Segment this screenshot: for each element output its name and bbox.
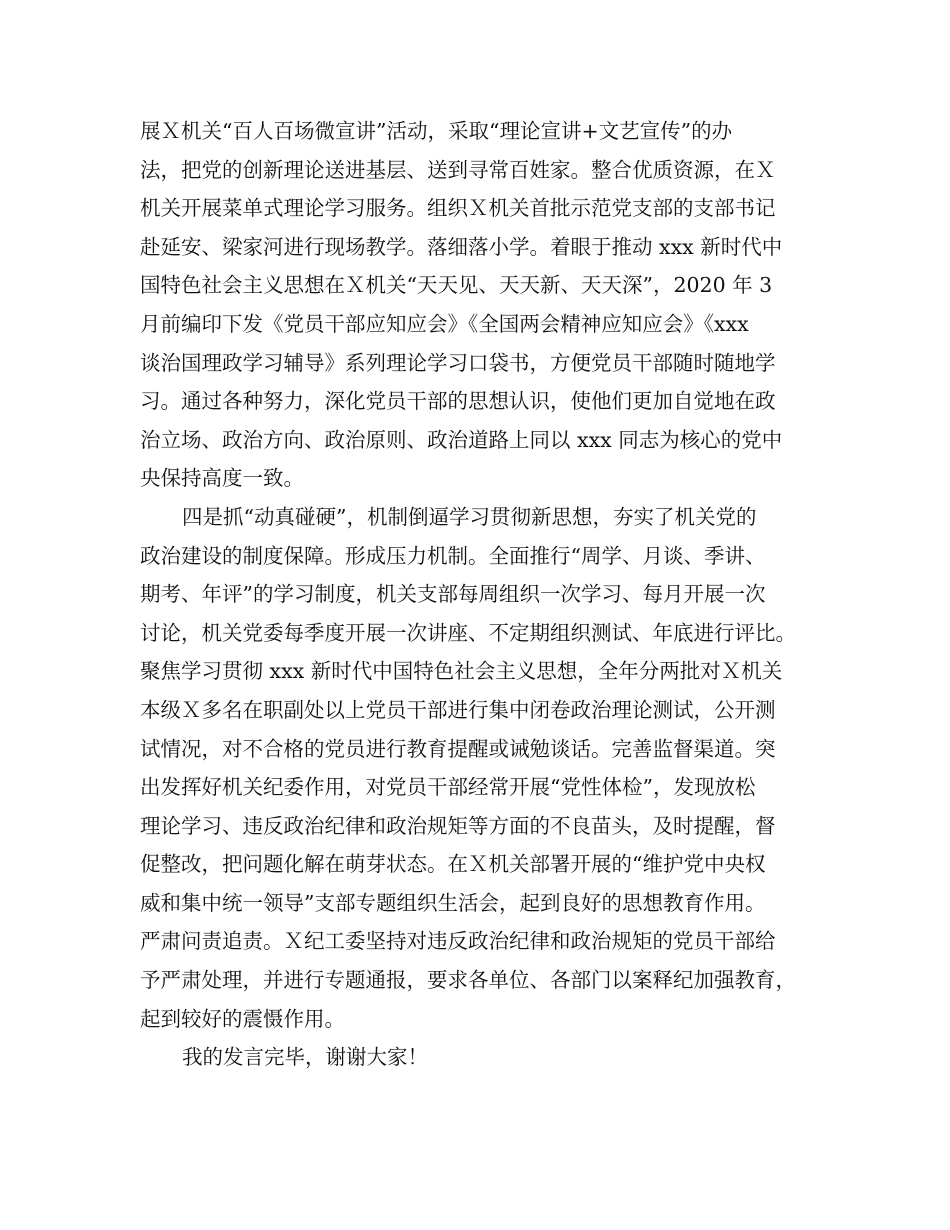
paragraph-line: 威和集中统一领导”支部专题组织生活会，起到良好的思想教育作用。	[140, 890, 766, 915]
paragraph-line: 聚焦学习贯彻 xxx 新时代中国特色社会主义思想，全年分两批对Ｘ机关	[140, 659, 783, 684]
paragraph-line: 央保持高度一致。	[140, 466, 304, 491]
paragraph-line: 试情况，对不合格的党员进行教育提醒或诫勉谈话。完善监督渠道。突	[140, 736, 776, 761]
paragraph-line: 出发挥好机关纪委作用，对党员干部经常开展“党性体检”，发现放松	[140, 775, 756, 800]
paragraph-line: 赴延安、梁家河进行现场教学。落细落小学。着眼于推动 xxx 新时代中	[140, 234, 783, 259]
paragraph-1	[140, 112, 820, 498]
paragraph-line: 治立场、政治方向、政治原则、政治道路上同以 xxx 同志为核心的党中	[140, 427, 783, 452]
paragraph-line: 政治建设的制度保障。形成压力机制。全面推行“周学、月谈、季讲、	[140, 543, 766, 568]
paragraph-line: 月前编印下发《党员干部应知应会》《全国两会精神应知应会》《xxx	[140, 311, 749, 336]
paragraph-line: 展Ｘ机关“百人百场微宣讲”活动，采取“理论宣讲+文艺宣传”的办	[140, 119, 733, 143]
document-page	[140, 112, 820, 1077]
paragraph-line: 四是抓“动真碰硬”，机制倒逼学习贯彻新思想，夯实了机关党的	[182, 504, 757, 529]
paragraph-line: 理论学习、违反政治纪律和政治规矩等方面的不良苗头，及时提醒，督	[140, 813, 776, 838]
paragraph-line: 法，把党的创新理论送进基层、送到寻常百姓家。整合优质资源，在Ｘ	[140, 157, 776, 182]
paragraph-line: 本级Ｘ多名在职副处以上党员干部进行集中闭卷政治理论测试，公开测	[140, 697, 776, 722]
paragraph-2	[140, 498, 820, 1038]
paragraph-line: 讨论，机关党委每季度开展一次讲座、不定期组织测试、年底进行评比。	[140, 620, 796, 645]
paragraph-line: 予严肃处理，并进行专题通报，要求各单位、各部门以案释纪加强教育，	[140, 968, 796, 993]
paragraph-line: 机关开展菜单式理论学习服务。组织Ｘ机关首批示范党支部的支部书记	[140, 196, 776, 221]
paragraph-line: 起到较好的震慑作用。	[140, 1006, 345, 1031]
paragraph-line: 严肃问责追责。Ｘ纪工委坚持对违反政治纪律和政治规矩的党员干部给	[140, 929, 776, 954]
paragraph-line: 期考、年评”的学习制度，机关支部每周组织一次学习、每月开展一次	[140, 582, 766, 607]
paragraph-line: 促整改，把问题化解在萌芽状态。在Ｘ机关部署开展的“维护党中央权	[140, 852, 766, 877]
paragraph-line: 谈治国理政学习辅导》系列理论学习口袋书，方便党员干部随时随地学	[140, 350, 776, 375]
paragraph-line: 国特色社会主义思想在Ｘ机关“天天见、天天新、天天深”，2020 年 3	[140, 273, 773, 298]
paragraph-line: 我的发言完毕，谢谢大家！	[182, 1045, 428, 1070]
paragraph-line: 习。通过各种努力，深化党员干部的思想认识，使他们更加自觉地在政	[140, 389, 776, 414]
paragraph-3	[140, 1038, 820, 1077]
